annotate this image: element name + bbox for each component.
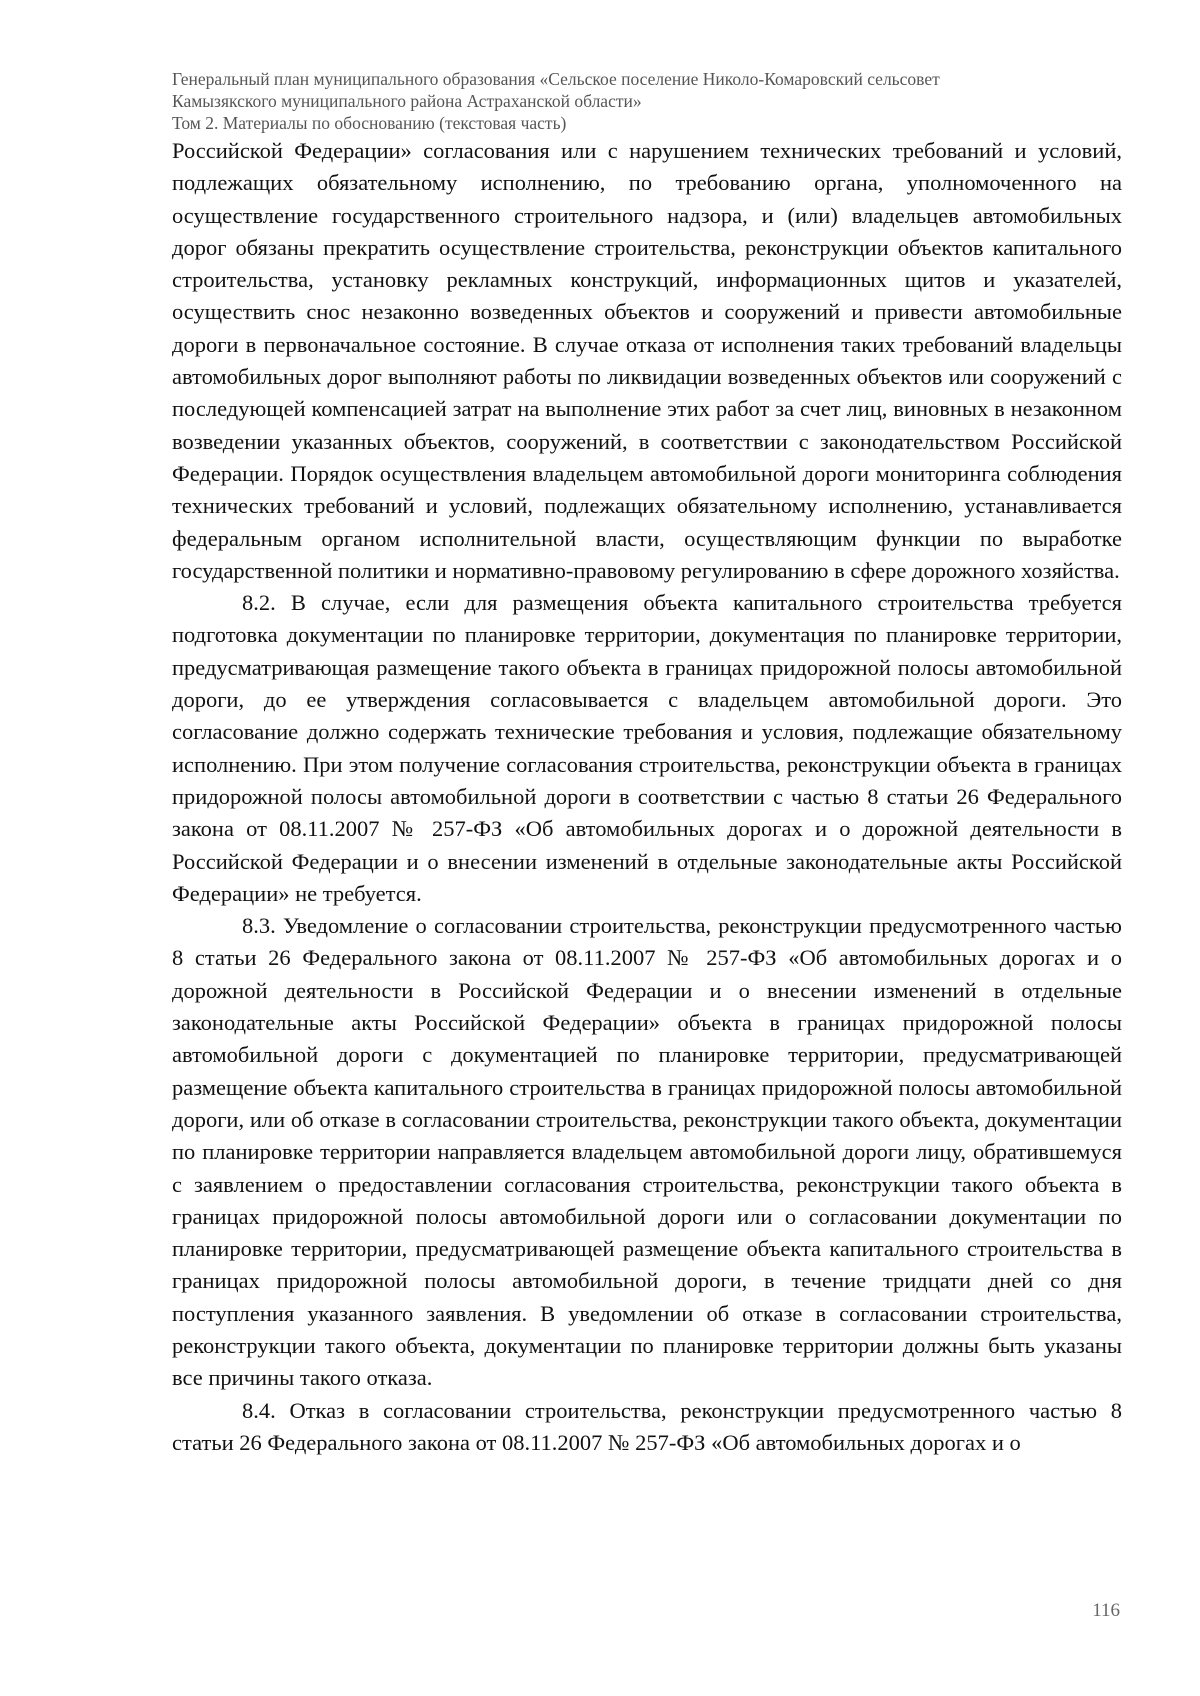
paragraph-8-4: 8.4. Отказ в согласовании строительства, реконструкции предусмотренного частью 8 статьи 26 Федерального закона от 08.11.2007 № 257-ФЗ «Об автомобильных дорогах и о	[172, 1397, 1122, 1455]
header-line-2: Камызякского муниципального района Астраханской области»	[172, 91, 642, 111]
document-page	[172, 68, 1122, 1668]
paragraph-8-2: 8.2. В случае, если для размещения объекта капитального строительства требуется подготовка документации по планировке территории, документация по планировке территории, предусматривающая размещение такого объекта в границах придорожной полосы автомобильной дороги, до ее утверждения согласовывается с владельцем автомобильной дороги. Это согласование должно содержать технические требования и условия, подлежащие обязательному исполнению. При этом получение согласования строительства, реконструкции объекта в границах придорожной полосы автомобильной дороги в соответствии с частью 8 статьи 26 Федерального закона от 08.11.2007 № 257-ФЗ «Об автомобильных дорогах и о дорожной деятельности в Российской Федерации и о внесении изменений в отдельные законодательные акты Российской Федерации» не требуется.	[172, 590, 1122, 906]
paragraph-8-3: 8.3. Уведомление о согласовании строительства, реконструкции предусмотренного частью 8 статьи 26 Федерального закона от 08.11.2007 № 257-ФЗ «Об автомобильных дорогах и о дорожной деятельности в Российской Федерации и о внесении изменений в отдельные законодательные акты Российской Федерации» объекта в границах придорожной полосы автомобильной дороги с документацией по планировке территории, предусматривающей размещение объекта капитального строительства в границах придорожной полосы автомобильной дороги, или об отказе в согласовании строительства, реконструкции такого объекта, документации по планировке территории направляется владельцем автомобильной дороги лицу, обратившемуся с заявлением о предоставлении согласования строительства, реконструкции такого объекта в границах придорожной полосы автомобильной дороги или о согласовании документации по планировке территории, предусматривающей размещение объекта капитального строительства в границах придорожной полосы автомобильной дороги, в течение тридцати дней со дня поступления указанного заявления. В уведомлении об отказе в согласовании строительства, реконструкции такого объекта, документации по планировке территории должны быть указаны все причины такого отказа.	[172, 913, 1122, 1391]
header-line-3: Том 2. Материалы по обоснованию (текстовая часть)	[172, 113, 567, 133]
header-line-1: Генеральный план муниципального образования «Сельское поселение Николо-Комаровский сельсовет	[172, 69, 940, 89]
page-number: 116	[1092, 1600, 1120, 1621]
document-body	[172, 135, 1122, 1459]
paragraph-continuation: Российской Федерации» согласования или с нарушением технических требований и условий, подлежащих обязательному исполнению, по требованию органа, уполномоченного на осуществление государственного строительного надзора, и (или) владельцев автомобильных дорог обязаны прекратить осуществление строительства, реконструкции объектов капитального строительства, установку рекламных конструкций, информационных щитов и указателей, осуществить снос незаконно возведенных объектов и сооружений и привести автомобильные дороги в первоначальное состояние. В случае отказа от исполнения таких требований владельцы автомобильных дорог выполняют работы по ликвидации возведенных объектов или сооружений с последующей компенсацией затрат на выполнение этих работ за счет лиц, виновных в незаконном возведении указанных объектов, сооружений, в соответствии с законодательством Российской Федерации. Порядок осуществления владельцем автомобильной дороги мониторинга соблюдения технических требований и условий, подлежащих обязательному исполнению, устанавливается федеральным органом исполнительной власти, осуществляющим функции по выработке государственной политики и нормативно-правовому регулированию в сфере дорожного хозяйства.	[172, 138, 1122, 583]
document-header	[172, 68, 1122, 134]
